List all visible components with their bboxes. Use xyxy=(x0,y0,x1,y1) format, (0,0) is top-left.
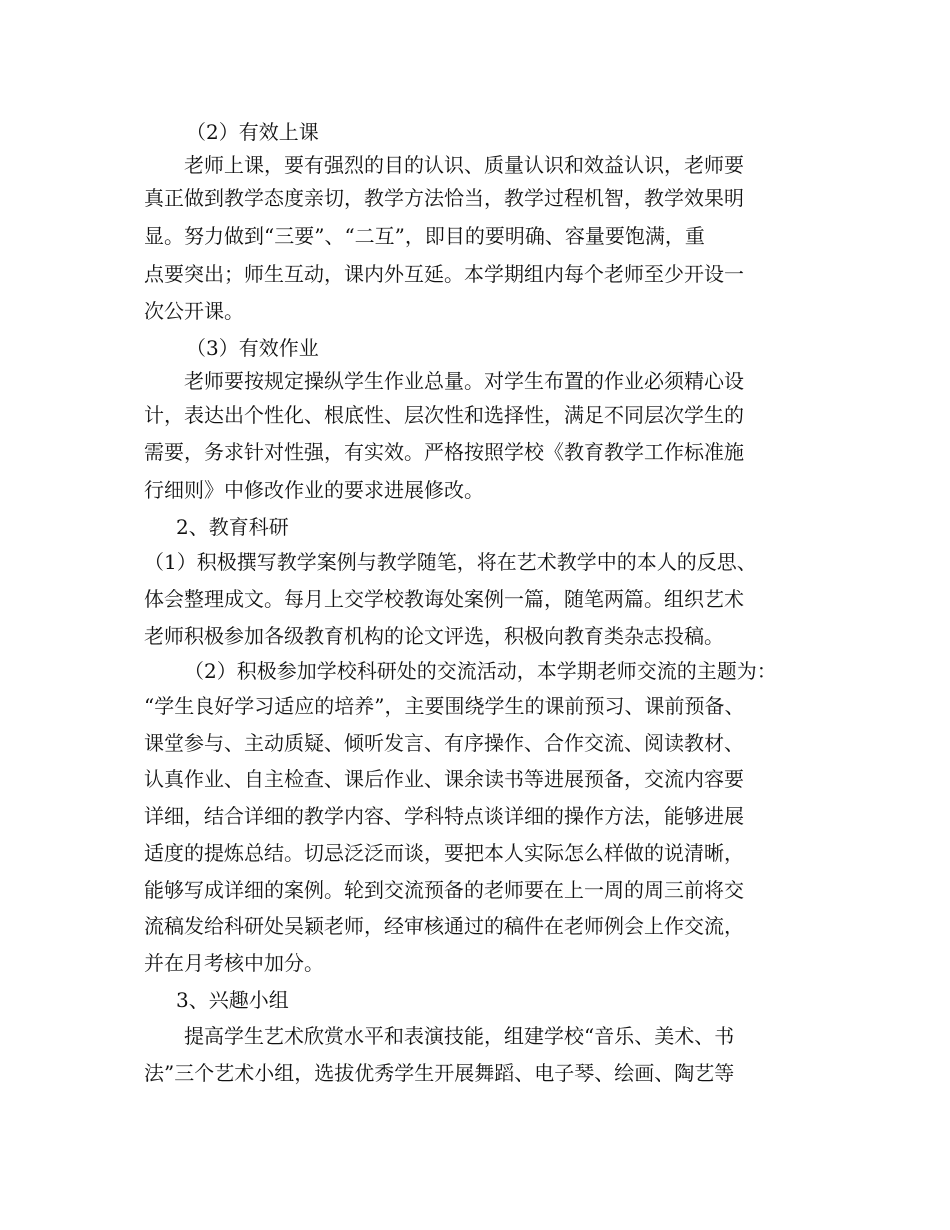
body-line: 法”三个艺术小组，选拔优秀学生开展舞蹈、电子琴、绘画、陶艺等 xyxy=(144,1061,735,1085)
body-line: 体会整理成文。每月上交学校教诲处案例一篇，随笔两篇。组织艺术 xyxy=(144,587,744,611)
subheading-effective-homework: （3）有效作业 xyxy=(186,336,319,360)
subheading-effective-class: （2）有效上课 xyxy=(186,120,319,144)
body-line: 点要突出；师生互动，课内外互延。本学期组内每个老师至少开设一 xyxy=(144,262,744,286)
body-line: 需要，务求针对性强，有实效。严格按照学校《教育教学工作标准施 xyxy=(144,440,744,464)
body-line: 真正做到教学态度亲切，教学方法恰当，教学过程机智，教学效果明 xyxy=(144,186,744,210)
body-line: 老师要按规定操纵学生作业总量。对学生布置的作业必须精心设 xyxy=(184,369,744,393)
body-line: （2）积极参加学校科研处的交流活动，本学期老师交流的主题为： xyxy=(184,659,777,683)
body-line: 次公开课。 xyxy=(144,299,244,323)
body-line: 提高学生艺术欣赏水平和表演技能，组建学校“音乐、美术、书 xyxy=(184,1024,735,1048)
body-line: 适度的提炼总结。切忌泛泛而谈，要把本人实际怎么样做的说清晰， xyxy=(144,841,744,865)
body-line: 认真作业、自主检查、课后作业、课余读书等进展预备，交流内容要 xyxy=(144,767,744,791)
body-line: 计，表达出个性化、根底性、层次性和选择性，满足不同层次学生的 xyxy=(144,403,744,427)
body-line: 详细，结合详细的教学内容、学科特点谈详细的操作方法，能够进展 xyxy=(144,804,744,828)
body-line: （1）积极撰写教学案例与教学随笔，将在艺术教学中的本人的反思、 xyxy=(144,550,757,574)
body-line: 行细则》中修改作业的要求进展修改。 xyxy=(144,478,484,502)
body-line: 流稿发给科研处吴颖老师，经审核通过的稿件在老师例会上作交流， xyxy=(144,914,744,938)
body-line: 老师积极参加各级教育机构的论文评选，积极向教育类杂志投稿。 xyxy=(144,624,724,648)
section-heading-interest-groups: 3、兴趣小组 xyxy=(176,988,289,1012)
body-line: 并在月考核中加分。 xyxy=(144,951,324,975)
section-heading-research: 2、教育科研 xyxy=(176,515,289,539)
body-line: 能够写成详细的案例。轮到交流预备的老师要在上一周的周三前将交 xyxy=(144,878,744,902)
body-line: 老师上课，要有强烈的目的认识、质量认识和效益认识，老师要 xyxy=(184,153,744,177)
body-line: “学生良好学习适应的培养”，主要围绕学生的课前预习、课前预备、 xyxy=(144,694,745,718)
body-line: 课堂参与、主动质疑、倾听发言、有序操作、合作交流、阅读教材、 xyxy=(144,731,744,755)
body-line: 显。努力做到“三要”、“二互”，即目的要明确、容量要饱满，重 xyxy=(144,224,705,248)
